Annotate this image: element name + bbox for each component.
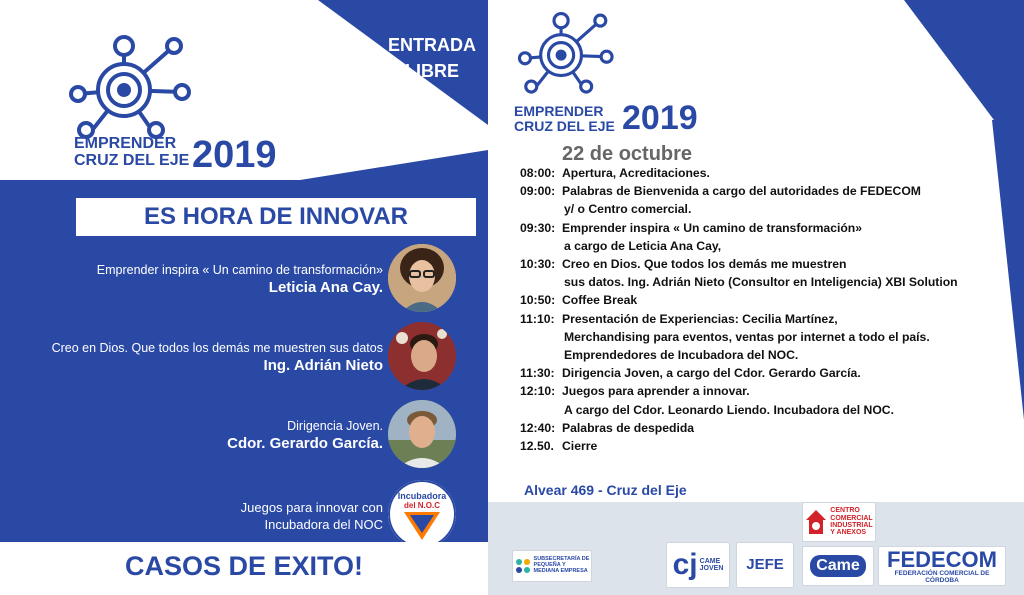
house-icon [805, 508, 827, 536]
agenda-row [520, 255, 980, 273]
agenda-row [520, 437, 980, 455]
centro-line: Y ANEXOS [830, 529, 867, 537]
agenda-text: Palabras de despedida [562, 420, 695, 435]
agenda-row [520, 401, 980, 419]
agenda-text: a cargo de Leticia Ana Cay, [564, 238, 722, 253]
left-flyer-panel [0, 0, 488, 595]
agenda-row [520, 346, 980, 364]
dots-icon [515, 558, 531, 574]
agenda-text: Presentación de Experiencias: Cecilia Martínez, [562, 311, 838, 326]
agenda-row [520, 364, 980, 382]
agenda-time: 12.50. [520, 439, 554, 454]
agenda-text: Merchandising para eventos, ventas por internet a todo el país. [564, 329, 930, 344]
agenda-row [520, 273, 980, 291]
came-logo [802, 546, 874, 586]
came-label: Came [810, 555, 866, 578]
brand-line-2: CRUZ DEL EJE [514, 118, 615, 134]
subs-line: SUBSECRETARÍA DE [533, 556, 590, 563]
incubadora-logo [388, 480, 456, 548]
centro-line: CENTRO [830, 507, 860, 515]
speaker-talk: Dirigencia Joven. [287, 419, 383, 433]
speaker-name: Ing. Adrián Nieto [263, 357, 383, 374]
speaker-photo-leticia [388, 244, 456, 312]
speaker-name: Leticia Ana Cay. [268, 279, 383, 296]
agenda-text: Cierre [562, 439, 598, 454]
event-date: 22 de octubre [562, 143, 693, 165]
agenda-time [520, 200, 562, 218]
agenda-text: y/ o Centro comercial. [564, 202, 692, 217]
centro-line: INDUSTRIAL [830, 522, 873, 529]
brand-wordmark [74, 135, 189, 169]
speaker-3 [0, 418, 383, 454]
agenda-row [520, 291, 980, 309]
agenda-row [520, 237, 980, 255]
network-target-logo-icon [514, 6, 616, 98]
agenda-text: Emprender inspira « Un camino de transformación» [562, 220, 863, 235]
agenda-time: 09:30: [520, 220, 556, 235]
agenda-time [520, 328, 562, 346]
centro-line: COMERCIAL [830, 514, 873, 522]
came-joven-line: JOVEN [699, 565, 724, 572]
entrada-libre-label [372, 32, 488, 84]
brand-year: 2019 [622, 99, 698, 137]
speaker-2 [0, 340, 383, 376]
libre-line: LIBRE [405, 61, 459, 81]
agenda-row [520, 182, 980, 200]
fedecom-sub-label: FEDERACIÓN COMERCIAL DE CÓRDOBA [894, 569, 990, 584]
casos-de-exito-footer: CASOS DE EXITO! [0, 542, 488, 595]
agenda-time [520, 401, 562, 419]
agenda-row [520, 419, 980, 437]
agenda-time: 08:00: [520, 166, 556, 180]
agenda-time: 09:00: [520, 184, 556, 199]
agenda-row [520, 200, 980, 218]
speaker-name: Incubadora del NOC [264, 517, 383, 532]
agenda-time: 12:40: [520, 420, 556, 435]
speaker-photo-adrian [388, 322, 456, 390]
agenda-row [520, 164, 980, 182]
subs-line: MEDIANA EMPRESA [533, 567, 588, 574]
agenda-time: 11:10: [520, 311, 555, 326]
agenda-row [520, 310, 980, 328]
agenda-time [520, 346, 562, 364]
agenda-time: 12:10: [520, 384, 556, 399]
speaker-1 [0, 262, 383, 298]
speaker-name: Cdor. Gerardo García. [227, 435, 383, 452]
brand-wordmark [514, 104, 615, 134]
agenda-text: Dirigencia Joven, a cargo del Cdor. Gerardo García. [562, 366, 861, 381]
network-target-logo-icon [64, 30, 194, 142]
agenda-text: Creo en Dios. Que todos los demás me muestren [562, 257, 847, 272]
agenda-list [520, 164, 980, 455]
agenda-row [520, 328, 980, 346]
came-joven-logo [666, 542, 730, 588]
agenda-time [520, 273, 562, 291]
subs-line: PEQUEÑA Y [533, 562, 566, 569]
speaker-photo-gerardo [388, 400, 456, 468]
agenda-time [520, 237, 562, 255]
fedecom-label: FEDECOM [887, 546, 997, 572]
svg-text:del N.O.C: del N.O.C [403, 501, 441, 510]
agenda-text: Coffee Break [562, 293, 638, 308]
agenda-text: Palabras de Bienvenida a cargo del autoridades de FEDECOM [562, 184, 921, 199]
agenda-text: Emprendedores de Incubadora del NOC. [564, 348, 799, 363]
agenda-text: A cargo del Cdor. Leonardo Liendo. Incubadora del NOC. [564, 402, 894, 417]
agenda-time: 10:30: [520, 257, 556, 272]
jefe-logo [736, 542, 794, 588]
subsecretaria-logo [512, 550, 592, 582]
agenda-text: Apertura, Acreditaciones. [562, 166, 710, 180]
centro-comercial-logo [802, 502, 876, 542]
brand-line-1: EMPRENDER [74, 135, 177, 152]
agenda-text: Juegos para aprender a innovar. [562, 384, 750, 399]
speaker-4 [0, 499, 383, 533]
agenda-time: 10:50: [520, 293, 556, 308]
svg-text:Incubadora: Incubadora [397, 491, 447, 501]
brand-year: 2019 [192, 134, 277, 176]
event-address: Alvear 469 - Cruz del Eje [524, 482, 687, 498]
came-joven-line: CAME [699, 557, 721, 565]
brand-line-1: EMPRENDER [514, 103, 604, 119]
speaker-talk: Juegos para innovar con [240, 500, 383, 515]
agenda-time: 11:30: [520, 366, 555, 381]
fedecom-logo [878, 546, 1006, 586]
headline-banner: ES HORA DE INNOVAR [76, 198, 476, 236]
agenda-row [520, 382, 980, 400]
sponsors-footer [488, 502, 1024, 595]
speaker-talk: Creo en Dios. Que todos los demás me muestren sus datos [51, 341, 383, 355]
band-accent [300, 150, 488, 180]
agenda-text: sus datos. Ing. Adrián Nieto (Consultor en Inteligencia) XBI Solution [564, 275, 958, 290]
entrada-line: ENTRADA [388, 35, 476, 55]
speaker-talk: Emprender inspira « Un camino de transformación» [96, 263, 383, 277]
right-agenda-panel [488, 0, 1024, 595]
agenda-row [520, 219, 980, 237]
brand-line-2: CRUZ DEL EJE [74, 152, 190, 169]
cj-glyph-icon: cj [672, 548, 698, 581]
jefe-label: JEFE [746, 556, 784, 574]
